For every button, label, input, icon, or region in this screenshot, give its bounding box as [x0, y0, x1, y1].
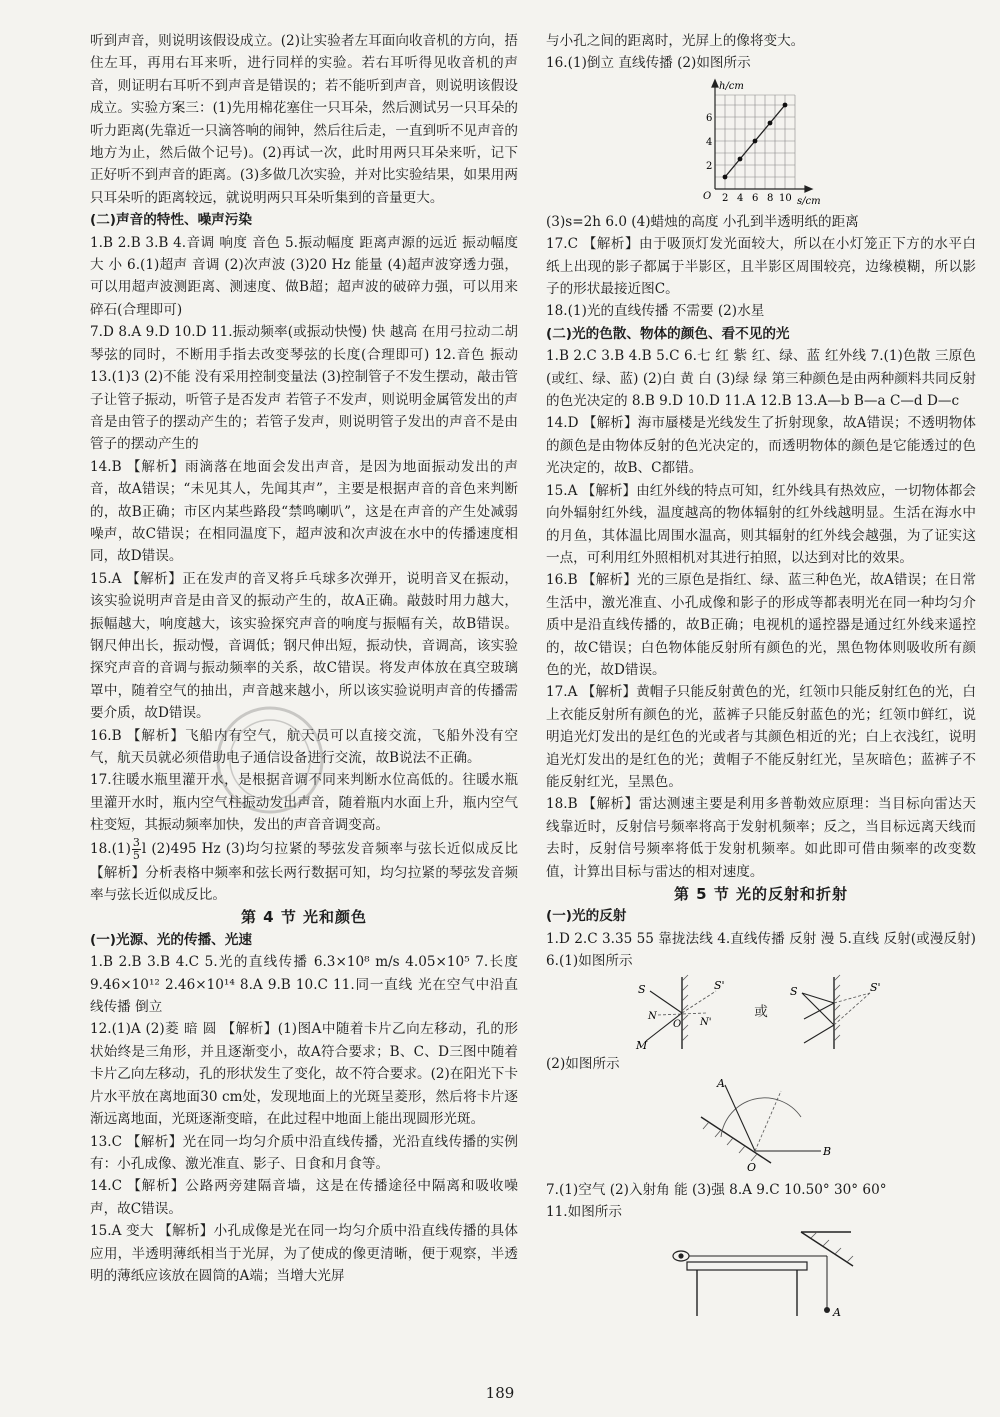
paragraph: 1.D 2.C 3.35 55 靠拢法线 4.直线传播 反射 漫 5.直线 反射(或漫反射) 6.(1)如图所示	[546, 930, 976, 970]
paragraph: 17.C 【解析】由于吸顶灯发光面较大，所以在小灯笼正下方的水平白纸上出现的影子都属于半影区，且半影区周围较亮，边缘模糊，所以影子的形状最接近图C。	[546, 236, 976, 298]
x-tick-label: 10	[779, 192, 792, 204]
paragraph: 16.B 【解析】光的三原色是指红、绿、蓝三种色光，故A错误；在日常生活中，激光准直、小孔成像和影子的形成等都表明光在同一种均匀介质中是沿直线传播的，故B正确；电视机的遥控器是通过红外线来遥控的，故C错误；白色物体能反射所有颜色的光，黑色物体则吸收所有颜色的光，故D错误。	[546, 572, 976, 678]
y-axis-label: h/cm	[719, 80, 744, 92]
section-title: 第 4 节 光和颜色	[240, 908, 368, 927]
paragraph-with-fraction	[90, 837, 518, 907]
label-s: S	[638, 982, 646, 996]
paragraph: 与小孔之间的距离时，光屏上的像将变大。	[546, 33, 805, 49]
answer-prefix: 18.(1)	[90, 840, 131, 857]
or-label: 或	[754, 1004, 768, 1021]
y-tick-label: 2	[706, 160, 713, 172]
label-o: O	[673, 1018, 682, 1030]
label-s: S	[789, 984, 798, 998]
paragraph: 18.B 【解析】雷达测速主要是利用多普勒效应原理：当目标向雷达天线靠近时，反射信号频率将高于发射机频率；反之，当目标远离天线而去时，反射信号频率将低于发射机频率。如此即可借由频率的改变数值，计算出目标与雷达的相对速度。	[546, 796, 976, 880]
answer-rest: l (2)495 Hz (3)均匀拉紧的琴弦发音频率与弦长近似成反比 【解析】分析表格中频率和弦长两行数据可知，均匀拉紧的琴弦发音频率与弦长近似成反比。	[90, 840, 518, 904]
x-axis-label: s/cm	[797, 195, 821, 207]
paragraph: 1.B 2.C 3.B 4.B 5.C 6.七 红 紫 红、绿、蓝 红外线 7.(1)色散 三原色(或红、绿、蓝) (2)白 黄 白 (3)绿 绿 第三种颜色是由两种颜料共同反射的色光决定的 8.B 9.D 10.D 11.A 12.B 13.A—b B—a C—d D—c	[546, 348, 976, 410]
paragraph: (3)s=2h 6.0 (4)蜡烛的高度 小孔到半透明纸的距离	[546, 213, 859, 230]
paragraph: 1.B 2.B 3.B 4.音调 响度 音色 5.振动幅度 距离声源的远近 振动幅度 大 小 6.(1)超声 音调 (2)次声波 (3)20 Hz 能量 (4)超声波穿透力强，可以用超声波测距离、测速度、做B超；超声波的破碎力强，可以用来碎石(合理即可)	[90, 234, 518, 318]
paragraph: 13.C 【解析】光在同一均匀介质中沿直线传播，光沿直线传播的实例有：小孔成像、激光准直、影子、日食和月食等。	[90, 1133, 518, 1172]
origin-label: O	[703, 190, 712, 202]
paragraph: 17.往暖水瓶里灌开水，是根据音调不同来判断水位高低的。往暖水瓶里灌开水时，瓶内空气柱振动发出声音，随着瓶内水面上升，瓶内空气柱变短，其振动频率加快，发出的声音音调变高。	[90, 772, 518, 834]
paragraph: 听到声音，则说明该假设成立。(2)让实验者左耳面向收音机的方向，捂住左耳，再用右耳来听，进行同样的实验。若右耳听得见收音机的声音，则证明右耳听不到声音是错误的；若不能听到声音，则说明该假设成立。实验方案三：(1)先用棉花塞住一只耳朵，然后测试另一只耳朵的听力距离(先靠近一只滴答响的闹钟，然后往后走，一直到听不见声音的地方为止，然后做个记号)。(2)再试一次，此时用两只耳朵来听，记下正好听不到声音的距离。(3)多做几次实验，并对比实验结果，如果用两只耳朵听的距离较远，就说明两只耳朵听集到的音量更大。	[90, 33, 518, 206]
paragraph: 17.A 【解析】黄帽子只能反射黄色的光，红领巾只能反射红色的光，白上衣能反射所有颜色的光，蓝裤子只能反射蓝色的光；红领巾鲜红，说明追光灯发出的是红色的光或者与其颜色相近的光；白上衣浅红，说明追光灯发出的是红色的光；黄帽子不能反射红光，呈灰暗色；蓝裤子不能反射红光，呈黑色。	[546, 684, 976, 790]
label-s-prime: S'	[714, 978, 725, 992]
paragraph: 14.C 【解析】公路两旁建隔音墙，这是在传播途径中隔离和吸收噪声，故C错误。	[90, 1178, 518, 1217]
reflection-figure	[681, 1077, 841, 1177]
paragraph: 12.(1)A (2)菱 暗 圆 【解析】(1)图A中随着卡片乙向左移动，孔的形状始终是三角形，并且逐渐变小，故A符合要求；B、C、D三图中随着卡片乙向左移动，孔的形状发生了变化，故不符合要求。(2)在阳光下卡片水平放在离地面30 cm处，发现地面上的光斑呈菱形，然后将卡片逐渐远离地面，光斑逐渐变暗，在此过程中地面上能出现圆形光斑。	[90, 1021, 518, 1128]
paragraph: 7.D 8.A 9.D 10.D 11.振动频率(或振动快慢) 快 越高 在用弓拉动二胡琴弦的同时，不断用手指去改变琴弦的长度(合理即可) 12.音色 振动 13.(1)3 (2)不能 没有采用控制变量法 (3)控制管子不发生摆动，敲击管子让管子振动，听管子是否发声 若管子不发声，则说明金属管发出的声音是由管子的摆动产生的；若管子发声，则说明管子发出的声音不是由管子的摆动产生的	[90, 324, 518, 453]
label-n-prime: N'	[700, 1016, 712, 1028]
subsection-heading: (一)光源、光的传播、光速	[90, 931, 252, 948]
paragraph: 15.A 【解析】正在发声的音叉将乒乓球多次弹开，说明音叉在振动，该实验说明声音是由音叉的振动产生的，故A正确。敲鼓时用力越大，振幅越大，响度越大，该实验探究声音的响度与振幅有关，故B错误。钢尺伸出长，振动慢，音调低；钢尺伸出短，振动快，音调高，该实验探究声音的音调与振动频率的关系，故C错误。将发声体放在真空玻璃罩中，随着空气的抽出，声音越来越小，所以该实验说明声音的传播需要介质，故D错误。	[90, 570, 518, 722]
mirror-figures	[546, 973, 976, 1053]
table-mirror-figure	[651, 1226, 871, 1320]
subsection-heading: (一)光的反射	[546, 908, 627, 925]
paragraph: (2)如图所示	[546, 1055, 620, 1072]
x-tick-label: 2	[722, 192, 729, 204]
x-tick-label: 6	[752, 192, 759, 204]
fraction-denominator: 5	[132, 848, 140, 862]
label-a: A	[833, 1305, 841, 1319]
mirror-figure-b	[782, 973, 892, 1053]
paragraph: 14.B 【解析】雨滴落在地面会发出声音，是因为地面振动发出的声音，故A错误；“未见其人，先闻其声”，主要是根据声音的音色来判断的，故B正确；市区内某些路段“禁鸣喇叭”，这是在声音的产生处减弱噪声，故C错误；在相同温度下，超声波和次声波在水中的传播速度相同，故D错误。	[90, 458, 518, 565]
label-a: A	[717, 1077, 725, 1091]
watermark-stamp	[210, 700, 330, 820]
mirror-figure-a	[630, 973, 740, 1053]
h-s-graph	[691, 77, 831, 209]
section-title: 第 5 节 光的反射和折射	[673, 885, 849, 903]
label-m: M	[636, 1038, 648, 1052]
paragraph: 16.(1)倒立 直线传播 (2)如图所示	[546, 55, 751, 72]
x-tick-label: 4	[737, 192, 744, 204]
subsection-heading: (二)光的色散、物体的颜色、看不见的光	[546, 325, 790, 342]
paragraph: 7.(1)空气 (2)入射角 能 (3)强 8.A 9.C 10.50° 30° 60°	[546, 1182, 887, 1199]
paragraph: 18.(1)光的直线传播 不需要 (2)水星	[546, 303, 765, 320]
subsection-heading: (二)声音的特性、噪声污染	[90, 212, 252, 229]
label-n: N	[648, 1010, 657, 1022]
paragraph: 1.B 2.B 3.B 4.C 5.光的直线传播 6.3×10⁸ m/s 4.05×10⁵ 7.长度 9.46×10¹² 2.46×10¹⁴ 8.A 9.B 10.C 11.同一直线 光在空气中沿直线传播 倒立	[90, 954, 518, 1016]
paragraph: 15.A 变大 【解析】小孔成像是光在同一均匀介质中沿直线传播的具体应用，半透明薄纸相当于光屏，为了使成的像更清晰，便于观察，半透明的薄纸应该放在圆筒的A端；当增大光屏	[90, 1223, 518, 1284]
label-s-prime: S'	[869, 980, 881, 994]
paragraph: 11.如图所示	[546, 1204, 622, 1221]
y-tick-label: 6	[706, 112, 713, 124]
paragraph: 16.B 【解析】飞船内有空气，航天员可以直接交流，飞船外没有空气，航天员就必须借助电子通信设备进行交流，故B说法不正确。	[90, 727, 518, 766]
x-tick-label: 8	[767, 192, 774, 204]
label-b: B	[823, 1145, 832, 1159]
paragraph: 14.D 【解析】海市蜃楼是光线发生了折射现象，故A错误；不透明物体的颜色是由物体反射的色光决定的，而透明物体的颜色是它能透过的色光决定的，故B、C都错。	[546, 415, 976, 477]
fraction	[132, 837, 141, 862]
fraction-numerator: 3	[132, 835, 140, 849]
y-tick-label: 4	[706, 136, 713, 148]
page-number: 189	[485, 1384, 515, 1402]
left-column	[90, 30, 518, 1287]
paragraph: 15.A 【解析】由红外线的特点可知，红外线具有热效应，一切物体都会向外辐射红外线，温度越高的物体辐射的红外线越明显。生活在海水中的月鱼，其体温比周围水温高，则其辐射的红外线会越强，为了证实这一点，可利用红外照相机对其进行拍照，以达到对比的效果。	[546, 482, 976, 566]
label-o: O	[747, 1161, 757, 1175]
right-column	[546, 30, 976, 1322]
